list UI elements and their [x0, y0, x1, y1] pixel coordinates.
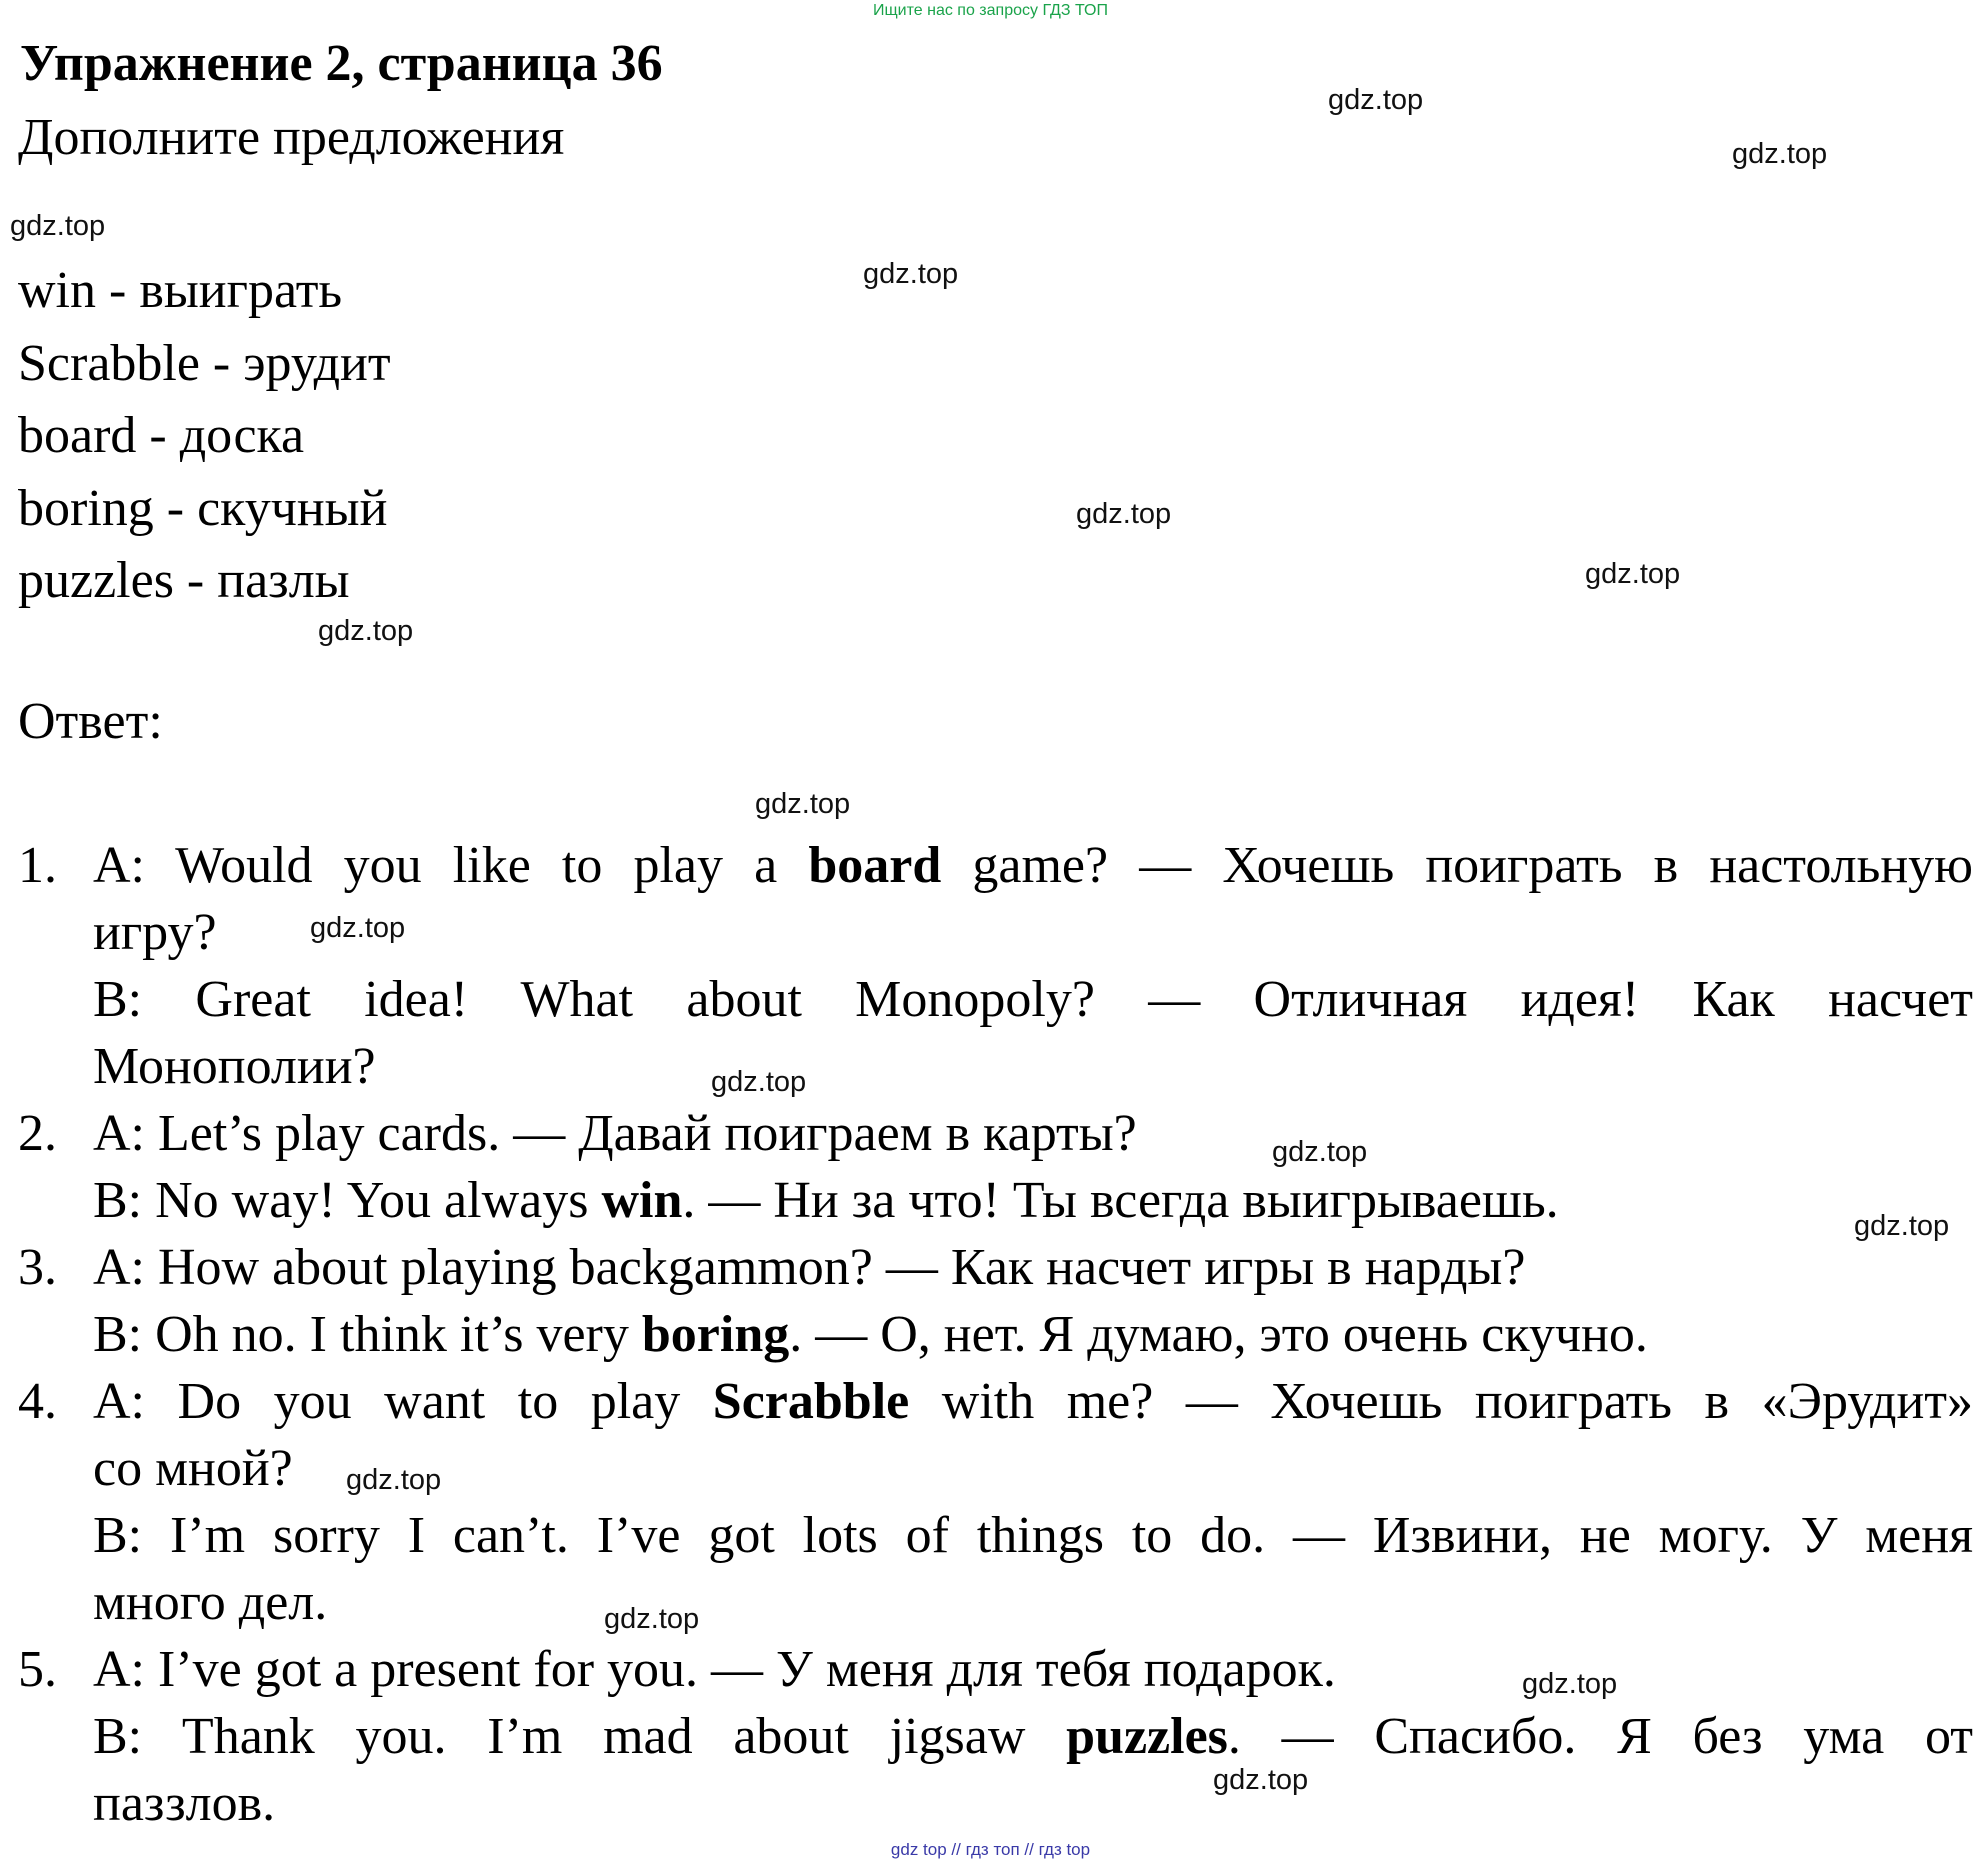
watermark: gdz.top	[1272, 1136, 1368, 1168]
exercise-line-b: B: Thank you. I’m mad about jigsaw puzzles. — Спасибо. Я без ума от	[93, 1708, 1973, 1765]
vocabulary-item: Scrabble - эрудит	[18, 334, 391, 392]
watermark: gdz.top	[1522, 1668, 1618, 1700]
exercise-item-3	[18, 1234, 1973, 1368]
exercise-item-5	[18, 1636, 1973, 1837]
exercise-line-b: B: I’m sorry I can’t. I’ve got lots of things to do. — Извини, не могу. У меня	[93, 1507, 1973, 1564]
vocabulary-item: boring - скучный	[18, 479, 388, 537]
answer-label: Ответ:	[18, 693, 163, 750]
watermark: gdz.top	[346, 1464, 442, 1496]
watermark: gdz.top	[711, 1066, 807, 1098]
watermark: gdz.top	[318, 615, 414, 647]
exercise-line-a: A: Let’s play cards. — Давай поиграем в карты?	[93, 1105, 1137, 1162]
exercise-number: 1.	[18, 837, 57, 894]
exercise-line-b-cont: паззлов.	[93, 1775, 276, 1832]
exercise-title: Упражнение 2, страница 36	[20, 35, 663, 92]
exercise-line-b: B: No way! You always win. — Ни за что! Ты всегда выигрываешь.	[93, 1172, 1559, 1229]
answer-word: board	[808, 837, 942, 894]
exercise-item-2	[18, 1100, 1973, 1234]
watermark: gdz.top	[1213, 1764, 1309, 1796]
answer-word: puzzles	[1066, 1708, 1228, 1765]
top-search-note: Ищите нас по запросу ГДЗ ТОП	[873, 2, 1108, 19]
watermark: gdz.top	[1585, 558, 1681, 590]
watermark: gdz.top	[10, 210, 106, 242]
exercise-line-a: A: I’ve got a present for you. — У меня для тебя подарок.	[93, 1641, 1336, 1698]
exercise-line-b: B: Great idea! What about Monopoly? — Отличная идея! Как насчет	[93, 971, 1973, 1028]
vocabulary-item: win - выиграть	[18, 262, 343, 319]
exercise-number: 4.	[18, 1373, 57, 1430]
exercise-item-1	[18, 832, 1973, 1100]
exercise-number: 3.	[18, 1239, 57, 1296]
answer-word: win	[601, 1172, 683, 1229]
watermark: gdz.top	[755, 788, 851, 820]
exercise-number: 2.	[18, 1105, 57, 1162]
exercise-line-b-cont: Монополии?	[93, 1038, 376, 1095]
exercise-line-a: A: Do you want to play Scrabble with me? — Хочешь поиграть в «Эрудит»	[93, 1373, 1973, 1430]
exercise-line-a: A: Would you like to play a board game? — Хочешь поиграть в настольную	[93, 837, 1973, 894]
vocabulary-item: puzzles - пазлы	[18, 552, 350, 609]
watermark: gdz.top	[1328, 84, 1424, 116]
exercise-instruction: Дополните предложения	[18, 109, 565, 166]
watermark: gdz.top	[604, 1603, 700, 1635]
watermark: gdz.top	[1854, 1210, 1950, 1242]
exercise-line-a-cont: со мной?	[93, 1440, 293, 1497]
exercise-line-a-cont: игру?	[93, 904, 217, 961]
exercise-line-a: A: How about playing backgammon? — Как насчет игры в нарды?	[93, 1239, 1526, 1296]
watermark: gdz.top	[863, 258, 959, 290]
exercise-number: 5.	[18, 1641, 57, 1698]
answer-word: Scrabble	[712, 1373, 910, 1430]
watermark: gdz.top	[1732, 138, 1828, 170]
footer-watermark: gdz top // гдз топ // гдз top	[890, 1840, 1091, 1859]
exercise-line-b: B: Oh no. I think it’s very boring. — О, нет. Я думаю, это очень скучно.	[93, 1306, 1648, 1363]
vocabulary-item: board - доска	[18, 407, 305, 464]
vocabulary-list	[18, 255, 391, 618]
answer-word: boring	[641, 1306, 790, 1363]
exercise-item-4	[18, 1368, 1973, 1636]
watermark: gdz.top	[1076, 498, 1172, 530]
watermark: gdz.top	[310, 912, 406, 944]
exercise-line-b-cont: много дел.	[93, 1574, 328, 1631]
